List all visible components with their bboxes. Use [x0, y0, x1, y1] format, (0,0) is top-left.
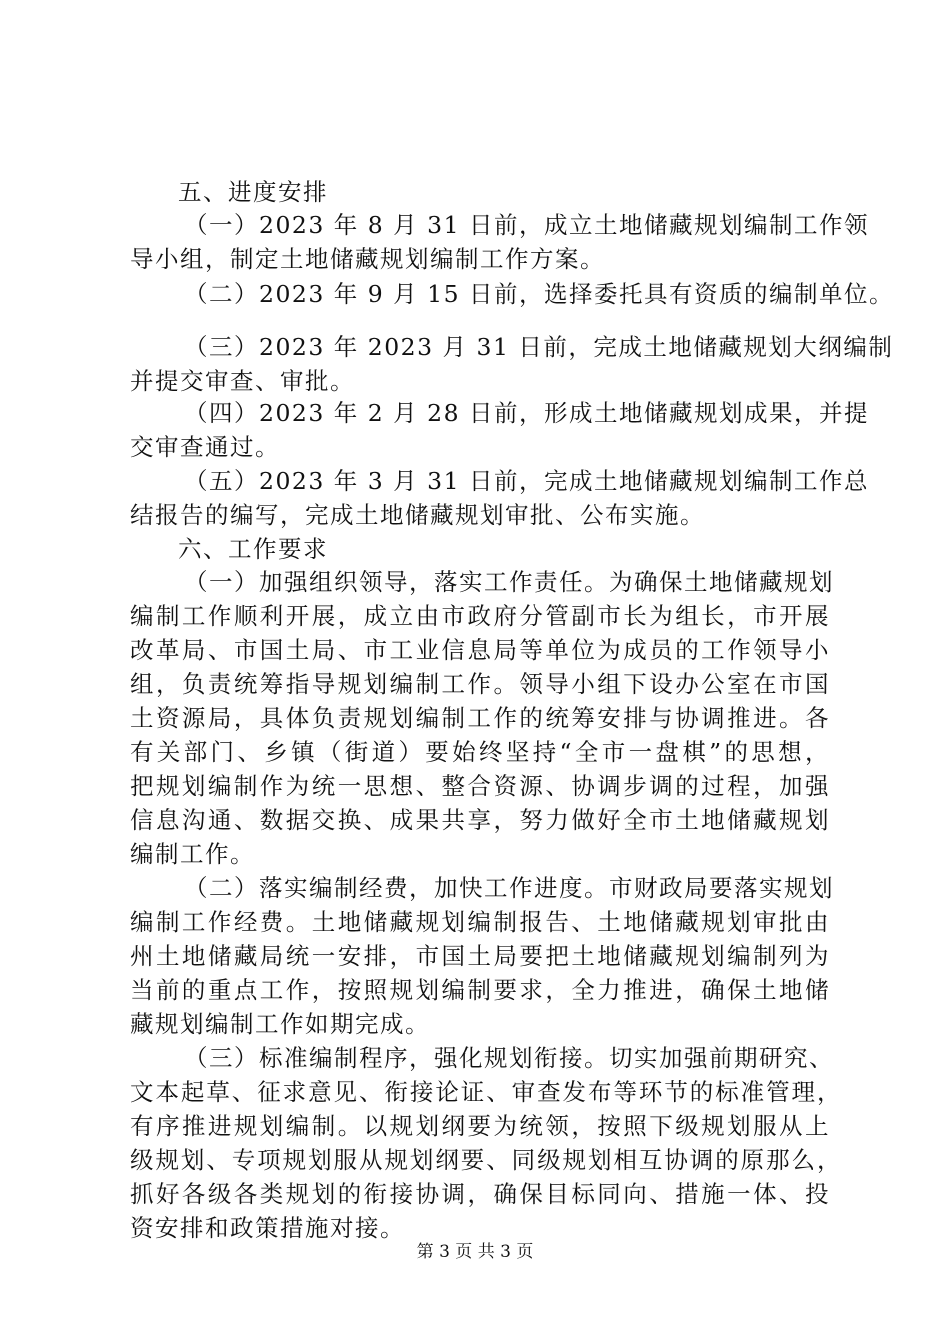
paragraph-line: 当前的重点工作，按照规划编制要求，全力推进，确保土地储	[130, 976, 830, 1004]
paragraph-line: （二）2023 年 9 月 15 日前，选择委托具有资质的编制单位。	[184, 280, 895, 308]
paragraph-line: 编制工作。	[130, 840, 255, 868]
paragraph-line: 结报告的编写，完成土地储藏规划审批、公布实施。	[130, 501, 705, 529]
paragraph-line: 抓好各级各类规划的衔接协调，确保目标同向、措施一体、投	[130, 1180, 830, 1208]
paragraph-line: 编制工作顺利开展，成立由市政府分管副市长为组长，市开展	[130, 602, 830, 630]
paragraph-line: 藏规划编制工作如期完成。	[130, 1010, 430, 1038]
section-heading-schedule: 五、进度安排	[178, 178, 328, 206]
paragraph-line: （五）2023 年 3 月 31 日前，完成土地储藏规划编制工作总	[184, 467, 870, 495]
paragraph-line: 改革局、市国土局、市工业信息局等单位为成员的工作领导小	[130, 636, 830, 664]
paragraph-line: （三）标准编制程序，强化规划衔接。切实加强前期研究、	[184, 1044, 834, 1072]
paragraph-line: 组，负责统筹指导规划编制工作。领导小组下设办公室在市国	[130, 670, 830, 698]
paragraph-line: （三）2023 年 2023 月 31 日前，完成土地储藏规划大纲编制	[184, 333, 894, 361]
paragraph-line: 把规划编制作为统一思想、整合资源、协调步调的过程，加强	[130, 772, 830, 800]
paragraph-line: 交审查通过。	[130, 433, 280, 461]
paragraph-line: 有关部门、乡镇（街道）要始终坚持“全市一盘棋”的思想，	[130, 738, 830, 766]
paragraph-line: （一）加强组织领导，落实工作责任。为确保土地储藏规划	[184, 568, 834, 596]
paragraph-line: 资安排和政策措施对接。	[130, 1214, 405, 1242]
paragraph-line: 导小组，制定土地储藏规划编制工作方案。	[130, 245, 605, 273]
paragraph-line: （二）落实编制经费，加快工作进度。市财政局要落实规划	[184, 874, 834, 902]
paragraph-line: （一）2023 年 8 月 31 日前，成立土地储藏规划编制工作领	[184, 211, 870, 239]
paragraph-line: 级规划、专项规划服从规划纲要、同级规划相互协调的原那么，	[130, 1146, 842, 1174]
paragraph-line: 有序推进规划编制。以规划纲要为统领，按照下级规划服从上	[130, 1112, 830, 1140]
paragraph-line: 编制工作经费。土地储藏规划编制报告、土地储藏规划审批由	[130, 908, 830, 936]
paragraph-line: 文本起草、征求意见、衔接论证、审查发布等环节的标准管理，	[130, 1078, 842, 1106]
paragraph-line: 土资源局，具体负责规划编制工作的统筹安排与协调推进。各	[130, 704, 830, 732]
paragraph-line: 州土地储藏局统一安排，市国土局要把土地储藏规划编制列为	[130, 942, 830, 970]
paragraph-line: 并提交审查、审批。	[130, 367, 355, 395]
paragraph-line: 信息沟通、数据交换、成果共享，努力做好全市土地储藏规划	[130, 806, 830, 834]
page-number-footer: 第 3 页 共 3 页	[416, 1242, 534, 1262]
section-heading-requirements: 六、工作要求	[178, 535, 328, 563]
paragraph-line: （四）2023 年 2 月 28 日前，形成土地储藏规划成果，并提	[184, 399, 870, 427]
